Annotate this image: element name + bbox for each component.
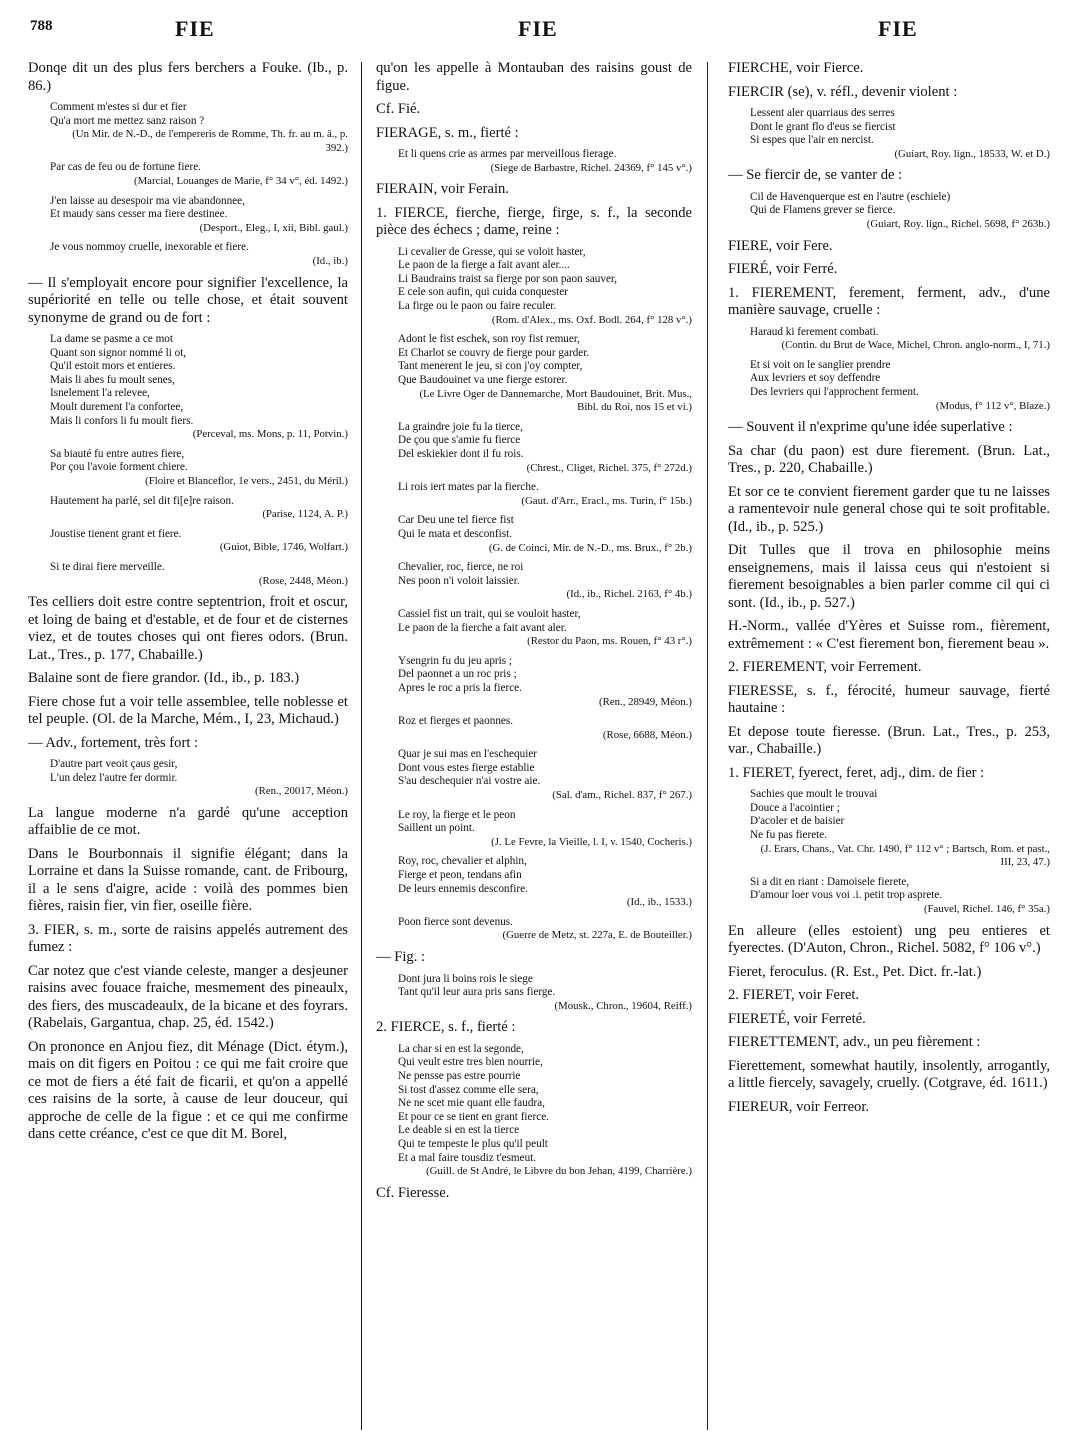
citation-block [28, 195, 348, 236]
entry-paragraph: Et sor ce te convient fierement garder que tu ne laisses a ramentevoir nule general chose qui te soit profitable. (Id., ib., p. 525.) [728, 483, 1050, 535]
citation-line: Poon fierce sont devenus. [398, 915, 513, 928]
citation-source: (Mousk., Chron., 19604, Reiff.) [554, 999, 692, 1012]
citation-line: La char si en est la segonde, [398, 1042, 524, 1055]
citation-source: (Guiart, Roy. lign., Richel. 5698, f° 263b.) [866, 218, 1050, 231]
citation-line: Haraud ki ferement combati. [750, 325, 879, 338]
page-header [0, 14, 1078, 48]
citation-block [28, 528, 348, 555]
citation-block [376, 333, 692, 415]
entry-paragraph: Cf. Fié. [376, 101, 421, 117]
citation-source: (J. Erars, Chans., Vat. Chr. 1490, f° 112 v° ; Bartsch, Rom. et past., III, 23, 47.) [760, 842, 1050, 869]
entry-paragraph: FIERESSE, s. f., férocité, humeur sauvage, fierté hautaine : [728, 682, 1050, 717]
entry-paragraph: — Fig. : [376, 949, 426, 965]
citation-block [376, 561, 692, 602]
citation-line: Mais li abes fu moult senes, [50, 373, 175, 386]
citation-block [376, 608, 692, 649]
citation-source: (Gaut. d'Arr., Eracl., ms. Turin, f° 15b.) [521, 494, 692, 507]
citation-line: Qui de Flamens grever se fierce. [750, 204, 896, 217]
entry-paragraph: Dans le Bourbonnais il signifie élégant; dans la Lorraine et dans la Suisse romande, cant. de Fribourg, il a le sens d'aigre, acide : voilà des pommes bien fières, raisin fier, vin fier, oseille fière. [28, 845, 348, 915]
citation-line: Lessent aler quarriaus des serres [750, 107, 895, 119]
column-left [28, 60, 348, 1432]
citation-block [376, 246, 692, 328]
entry-paragraph: — Se fiercir de, se vanter de : [728, 167, 903, 184]
citation-line: Fierge et peon, tendans afin [398, 869, 522, 882]
entry-paragraph: FIERAIN, voir Ferain. [376, 181, 509, 198]
citation-source: (Rose, 2448, Méon.) [258, 574, 348, 587]
entry-paragraph: Dit Tulles que il trova en philosophie meins enseignemens, mais il laissa ceus qui n'estoient si fierement besoignables a bien parler comme cil qui ci sont. (Id., ib., p. 527.) [728, 542, 1050, 611]
citation-line: Qu'a mort me mettez sanz raison ? [50, 114, 205, 127]
citation-line: Apres le roc a pris la fierce. [398, 681, 522, 694]
citation-line: Ysengrin fu du jeu apris ; [398, 654, 513, 667]
citation-line: Por çou l'avoie forment chiere. [50, 461, 188, 474]
citation-line: Par cas de feu ou de fortune fiere. [50, 161, 201, 174]
citation-line: Qui veult estre tres bien nourrie, [398, 1056, 543, 1069]
citation-line: S'au deschequier n'ai vostre aie. [398, 775, 541, 788]
entry-paragraph: Cf. Fieresse. [376, 1184, 450, 1201]
citation-line: Ne ne scet mie quant elle faudra, [398, 1097, 545, 1110]
entry-paragraph: FIERCIR (se), v. réfl., devenir violent : [728, 83, 958, 100]
citation-block [376, 973, 692, 1014]
entry-paragraph: FIERCHE, voir Fierce. [728, 60, 864, 76]
citation-line: Sa biauté fu entre autres fiere, [50, 447, 185, 460]
citation-source: (Guill. de St André, le Libvre du bon Jehan, 4199, Charrière.) [426, 1165, 692, 1178]
citation-source: (Restor du Paon, ms. Rouen, f° 43 r°.) [527, 635, 692, 648]
citation-block [376, 514, 692, 555]
citation-line: Moult durement l'a confortee, [50, 401, 184, 413]
citation-source: (Un Mir. de N.-D., de l'empereris de Romme, Th. fr. au m. â., p. 392.) [72, 128, 348, 154]
citation-block [376, 715, 692, 742]
citation-block [728, 191, 1050, 232]
citation-line: Et pour ce se tient en grant fierce. [398, 1110, 549, 1123]
citation-line: Le paon de la fierge a fait avant aler.... [398, 259, 570, 272]
citation-line: Et si voit on le sanglier prendre [750, 358, 891, 371]
citation-line: Joustise tienent grant et fiere. [50, 527, 182, 540]
citation-line: Adont le fist eschek, son roy fist remuer, [398, 333, 580, 346]
citation-line: De çou que s'amie fu fierce [398, 434, 521, 447]
entry-paragraph: FIERE, voir Fere. [728, 237, 833, 254]
citation-line: Dont le grant flo d'eus se fiercist [750, 120, 896, 133]
entry-paragraph: 1. FIERET, fyerect, feret, adj., dim. de fier : [728, 764, 985, 781]
citation-line: Mais li confors li fu moult fiers. [50, 414, 194, 427]
citation-line: Qui te tempeste le plus qu'il peult [398, 1137, 548, 1150]
citation-source: (Perceval, ms. Mons, p. 11, Potvin.) [192, 428, 348, 441]
citation-line: D'autre part veoit çaus gesir, [50, 758, 178, 771]
citation-source: (Id., ib., 1533.) [626, 896, 692, 909]
citation-source: (Chrest., Cliget, Richel. 375, f° 272d.) [526, 461, 692, 474]
citation-line: Et maudy sans cesser ma fiere destinee. [50, 208, 228, 221]
citation-source: (Guerre de Metz, st. 227a, E. de Bouteiller.) [502, 929, 692, 942]
citation-line: De leurs ennemis desconfire. [398, 882, 528, 895]
entry-paragraph: Car notez que c'est viande celeste, manger a desjeuner raisins avec fouace fraiche, mesmement des pineaulx, des fiers, des muscadeaulx, de la bicane et des foyrars. (Rabelais, Gargantua, chap. 25, éd. 1542.) [28, 962, 348, 1032]
citation-block [28, 161, 348, 188]
citation-line: Quar je sui mas en l'eschequier [398, 748, 538, 761]
citation-block [376, 481, 692, 508]
citation-source: (Desport., Eleg., I, xii, Bibl. gaul.) [199, 221, 348, 234]
citation-block [728, 359, 1050, 413]
entry-paragraph: 3. FIER, s. m., sorte de raisins appelés autrement des fumez : [28, 921, 348, 956]
entry-paragraph: — Souvent il n'exprime qu'une idée superlative : [728, 419, 1013, 436]
entry-paragraph: En alleure (elles estoient) ung peu entieres et fyerectes. (D'Auton, Chron., Richel. 5082, f° 106 v°.) [728, 922, 1050, 957]
entry-paragraph: 2. FIERET, voir Feret. [728, 987, 860, 1004]
citation-block [376, 148, 692, 175]
citation-line: Je vous nommoy cruelle, inexorable et fiere. [50, 241, 249, 254]
citation-line: La graindre joie fu la tierce, [398, 420, 523, 433]
citation-line: J'en laisse au desespoir ma vie abandonnee, [50, 194, 245, 207]
citation-line: La dame se pasme a ce mot [50, 333, 174, 346]
citation-line: Roy, roc, chevalier et alphin, [398, 855, 527, 868]
citation-source: (Guiart, Roy. lign., 18533, W. et D.) [894, 147, 1050, 160]
citation-block [376, 855, 692, 909]
column-right [728, 60, 1050, 1432]
citation-line: Et Charlot se couvry de fierge pour garder. [398, 346, 590, 359]
citation-line: Et li quens crie as armes par merveillous fierage. [398, 148, 617, 160]
citation-source: (Siege de Barbastre, Richel. 24369, f° 145 v°.) [490, 161, 692, 174]
citation-line: Le paon de la fierche a fait avant aler. [398, 621, 567, 634]
citation-source: (Marcial, Louanges de Marie, f° 34 v°, éd. 1492.) [133, 174, 348, 187]
entry-paragraph: — Adv., fortement, très fort : [28, 734, 199, 751]
citation-block [728, 788, 1050, 870]
citation-line: Saillent un point. [398, 822, 475, 835]
citation-line: Si tost d'assez comme elle sera, [398, 1083, 539, 1096]
citation-block [376, 655, 692, 709]
citation-line: D'acoler et de baisier [750, 815, 845, 828]
page-number: 788 [30, 18, 53, 34]
entry-paragraph: FIERETÉ, voir Ferreté. [728, 1010, 866, 1027]
citation-line: Ne fu pas fierete. [750, 829, 828, 841]
citation-line: Dont jura li boins rois le siege [398, 972, 533, 985]
entry-paragraph: 2. FIERCE, s. f., fierté : [376, 1019, 516, 1036]
citation-line: Comment m'estes si dur et fier [50, 101, 187, 113]
citation-source: (Rose, 6688, Méon.) [602, 728, 692, 741]
citation-line: Ne pensse pas estre pourrie [398, 1069, 521, 1082]
citation-source: (Fauvel, Richel. 146, f° 35a.) [923, 902, 1050, 915]
citation-line: Quant son signor nommé li ot, [50, 346, 187, 359]
citation-line: Et a mal faire tousdiz t'esmeut. [398, 1151, 537, 1164]
citation-line: La firge ou le paon ou faire reculer. [398, 300, 557, 313]
citation-block [376, 916, 692, 943]
citation-line: Tant menerent le jeu, si con j'oy compter, [398, 360, 583, 373]
running-headword-center: FIE [518, 16, 558, 41]
entry-paragraph: Fieret, feroculus. (R. Est., Pet. Dict. fr.-lat.) [728, 963, 982, 980]
citation-line: Douce a l'acointier ; [750, 801, 840, 814]
citation-source: (Contin. du Brut de Wace, Michel, Chron. anglo-norm., I, 71.) [781, 339, 1050, 352]
citation-block [376, 748, 692, 802]
citation-line: Sachies que moult le trouvai [750, 788, 878, 801]
citation-line: Qui le mata et desconfist. [398, 527, 513, 540]
citation-source: (G. de Coinci, Mir. de N.-D., ms. Brux., f° 2b.) [488, 541, 692, 554]
citation-line: Aux levriers et soy deffendre [750, 372, 881, 385]
citation-line: Des levriers qui l'approchent ferment. [750, 386, 919, 399]
citation-line: Qu'il estoit mors et entieres. [50, 360, 176, 373]
citation-block [728, 876, 1050, 917]
column-middle [376, 60, 692, 1432]
citation-line: Cil de Havenquerque est en l'autre (eschiele) [750, 190, 951, 203]
entry-paragraph: Fiere chose fut a voir telle assemblee, telle noblesse et tel peuple. (Ol. de la Marche, Mém., I, 23, Michaud.) [28, 693, 348, 728]
citation-line: Le roy, la fierge et le peon [398, 808, 516, 821]
citation-block [728, 326, 1050, 353]
citation-line: Li rois iert mates par la fierche. [398, 481, 539, 494]
citation-line: D'amour loer vous voi .i. petit trop asprete. [750, 889, 943, 902]
citation-source: (Le Livre Oger de Dannemarche, Mort Baudouinet, Brit. Mus., Bibl. du Roi, nos 15 et vi.) [419, 387, 692, 414]
citation-block [28, 333, 348, 442]
entry-paragraph: Fierettement, somewhat hautily, insolently, arrogantly, a little fiercely, savagely, cruelly. (Cotgrave, éd. 1611.) [728, 1057, 1050, 1092]
citation-line: Nes poon n'i voloit laissier. [398, 574, 520, 587]
citation-line: Cassiel fist un trait, qui se vouloit haster, [398, 607, 581, 620]
citation-block [28, 561, 348, 588]
citation-line: Chevalier, roc, fierce, ne roi [398, 561, 524, 574]
running-headword-left: FIE [175, 16, 215, 41]
entry-paragraph: qu'on les appelle à Montauban des raisins goust de figue. [376, 60, 692, 94]
citation-block [28, 241, 348, 268]
citation-block [28, 495, 348, 522]
entry-paragraph: FIEREUR, voir Ferreor. [728, 1098, 870, 1115]
running-headword-right: FIE [878, 16, 918, 41]
citation-line: Si te dirai fiere merveille. [50, 560, 165, 573]
citation-line: E cele son aufin, qui cuida conquester [398, 286, 568, 299]
citation-line: Si a dit en riant : Damoisele fierete, [750, 875, 910, 888]
entry-paragraph: 1. FIEREMENT, ferement, ferment, adv., d'une manière sauvage, cruelle : [728, 284, 1050, 319]
entry-paragraph: FIERAGE, s. m., fierté : [376, 124, 519, 141]
entry-paragraph: FIERETTEMENT, adv., un peu fièrement : [728, 1034, 981, 1051]
citation-block [728, 107, 1050, 161]
entry-paragraph: Sa char (du paon) est dure fierement. (Brun. Lat., Tres., p. 220, Chabaille.) [728, 442, 1050, 477]
entry-paragraph: Donqe dit un des plus fers berchers a Fouke. (Ib., p. 86.) [28, 60, 348, 94]
citation-line: Dont vous estes fierge establie [398, 761, 535, 774]
citation-source: (Ren., 20017, Méon.) [255, 785, 348, 798]
citation-block [28, 758, 348, 799]
citation-block [376, 1043, 692, 1179]
citation-source: (Id., ib.) [312, 254, 348, 267]
citation-source: (Ren., 28949, Méon.) [599, 695, 692, 708]
entry-paragraph: FIERÉ, voir Ferré. [728, 261, 838, 278]
entry-paragraph: La langue moderne n'a gardé qu'une acception affaiblie de ce mot. [28, 804, 348, 839]
entry-paragraph: Tes celliers doit estre contre septentrion, froit et oscur, et loing de baing et d'estable, et de four et de cisternes viez, et de toutes choses qui ont fieres odors. (Brun. Lat., Tres., p. 177, Chabaille.) [28, 594, 348, 663]
citation-line: Si espes que l'air en nercist. [750, 134, 874, 147]
citation-source: (Modus, f° 112 v°, Blaze.) [935, 399, 1050, 412]
citation-block [376, 809, 692, 850]
citation-line: Tant qu'il leur aura pris sans fierge. [398, 986, 556, 999]
citation-line: Isnelement l'a relevee, [50, 387, 150, 400]
citation-source: (Guiot, Bible, 1746, Wolfart.) [219, 541, 348, 554]
citation-line: Del eskiekier dont il fu rois. [398, 448, 524, 460]
citation-source: (Sal. d'am., Richel. 837, f° 267.) [552, 789, 692, 802]
citation-source: (Rom. d'Alex., ms. Oxf. Bodl. 264, f° 128 v°.) [491, 313, 692, 326]
entry-paragraph: Et depose toute fieresse. (Brun. Lat., Tres., p. 253, var., Chabaille.) [728, 723, 1050, 758]
citation-source: (Parise, 1124, A. P.) [262, 508, 348, 521]
citation-source: (Floire et Blanceflor, 1e vers., 2451, du Méril.) [145, 474, 348, 487]
citation-line: Li Baudrains traist sa fierge por son paon sauver, [398, 272, 617, 285]
citation-line: Hautement ha parlé, sel dit fi[e]re raison. [50, 494, 234, 507]
citation-line: Roz et fierges et paonnes. [398, 715, 514, 728]
citation-line: Que Baudouinet va une fierge estorer. [398, 374, 568, 387]
entry-paragraph: Balaine sont de fiere grandor. (Id., ib., p. 183.) [28, 670, 300, 687]
citation-block [376, 421, 692, 475]
entry-paragraph: On prononce en Anjou fiez, dit Ménage (Dict. étym.), mais on dit figers en Poitou : ce qui me fait croire que ce mot de fiers a été fait de ficarii, et qu'on a appellé ces raisins de la sorte, à cause de leur douceur, qui approche de celle de la figue : et ce qui me confirme dans cette créance, c'est ce que dit M. Borel, [28, 1038, 348, 1143]
entry-paragraph: 1. FIERCE, fierche, fierge, firge, s. f., la seconde pièce des échecs ; dame, reine : [376, 204, 692, 239]
entry-paragraph: H.-Norm., vallée d'Yères et Suisse rom., fièrement, extrêmement : « C'est fierement bon, fierement beau ». [728, 618, 1050, 652]
citation-line: L'un delez l'autre fer dormir. [50, 771, 178, 784]
entry-paragraph: 2. FIEREMENT, voir Ferrement. [728, 659, 922, 676]
entry-paragraph: — Il s'employait encore pour signifier l'excellence, la supériorité en telle ou telle chose, et était souvent synonyme de grand ou de fort : [28, 274, 348, 326]
column-rule [361, 62, 362, 1430]
citation-line: Car Deu une tel fierce fist [398, 514, 514, 527]
citation-line: Le deable si en est la tierce [398, 1124, 520, 1137]
citation-line: Li cevalier de Gresse, qui se voloit haster, [398, 245, 586, 258]
citation-source: (J. Le Fevre, la Vieille, l. I, v. 1540, Cocheris.) [491, 835, 692, 848]
citation-line: Del paonnet a un roc pris ; [398, 668, 517, 681]
column-rule [707, 62, 708, 1430]
citation-block [28, 448, 348, 489]
citation-source: (Id., ib., Richel. 2163, f° 4b.) [566, 588, 692, 601]
citation-block [28, 101, 348, 155]
